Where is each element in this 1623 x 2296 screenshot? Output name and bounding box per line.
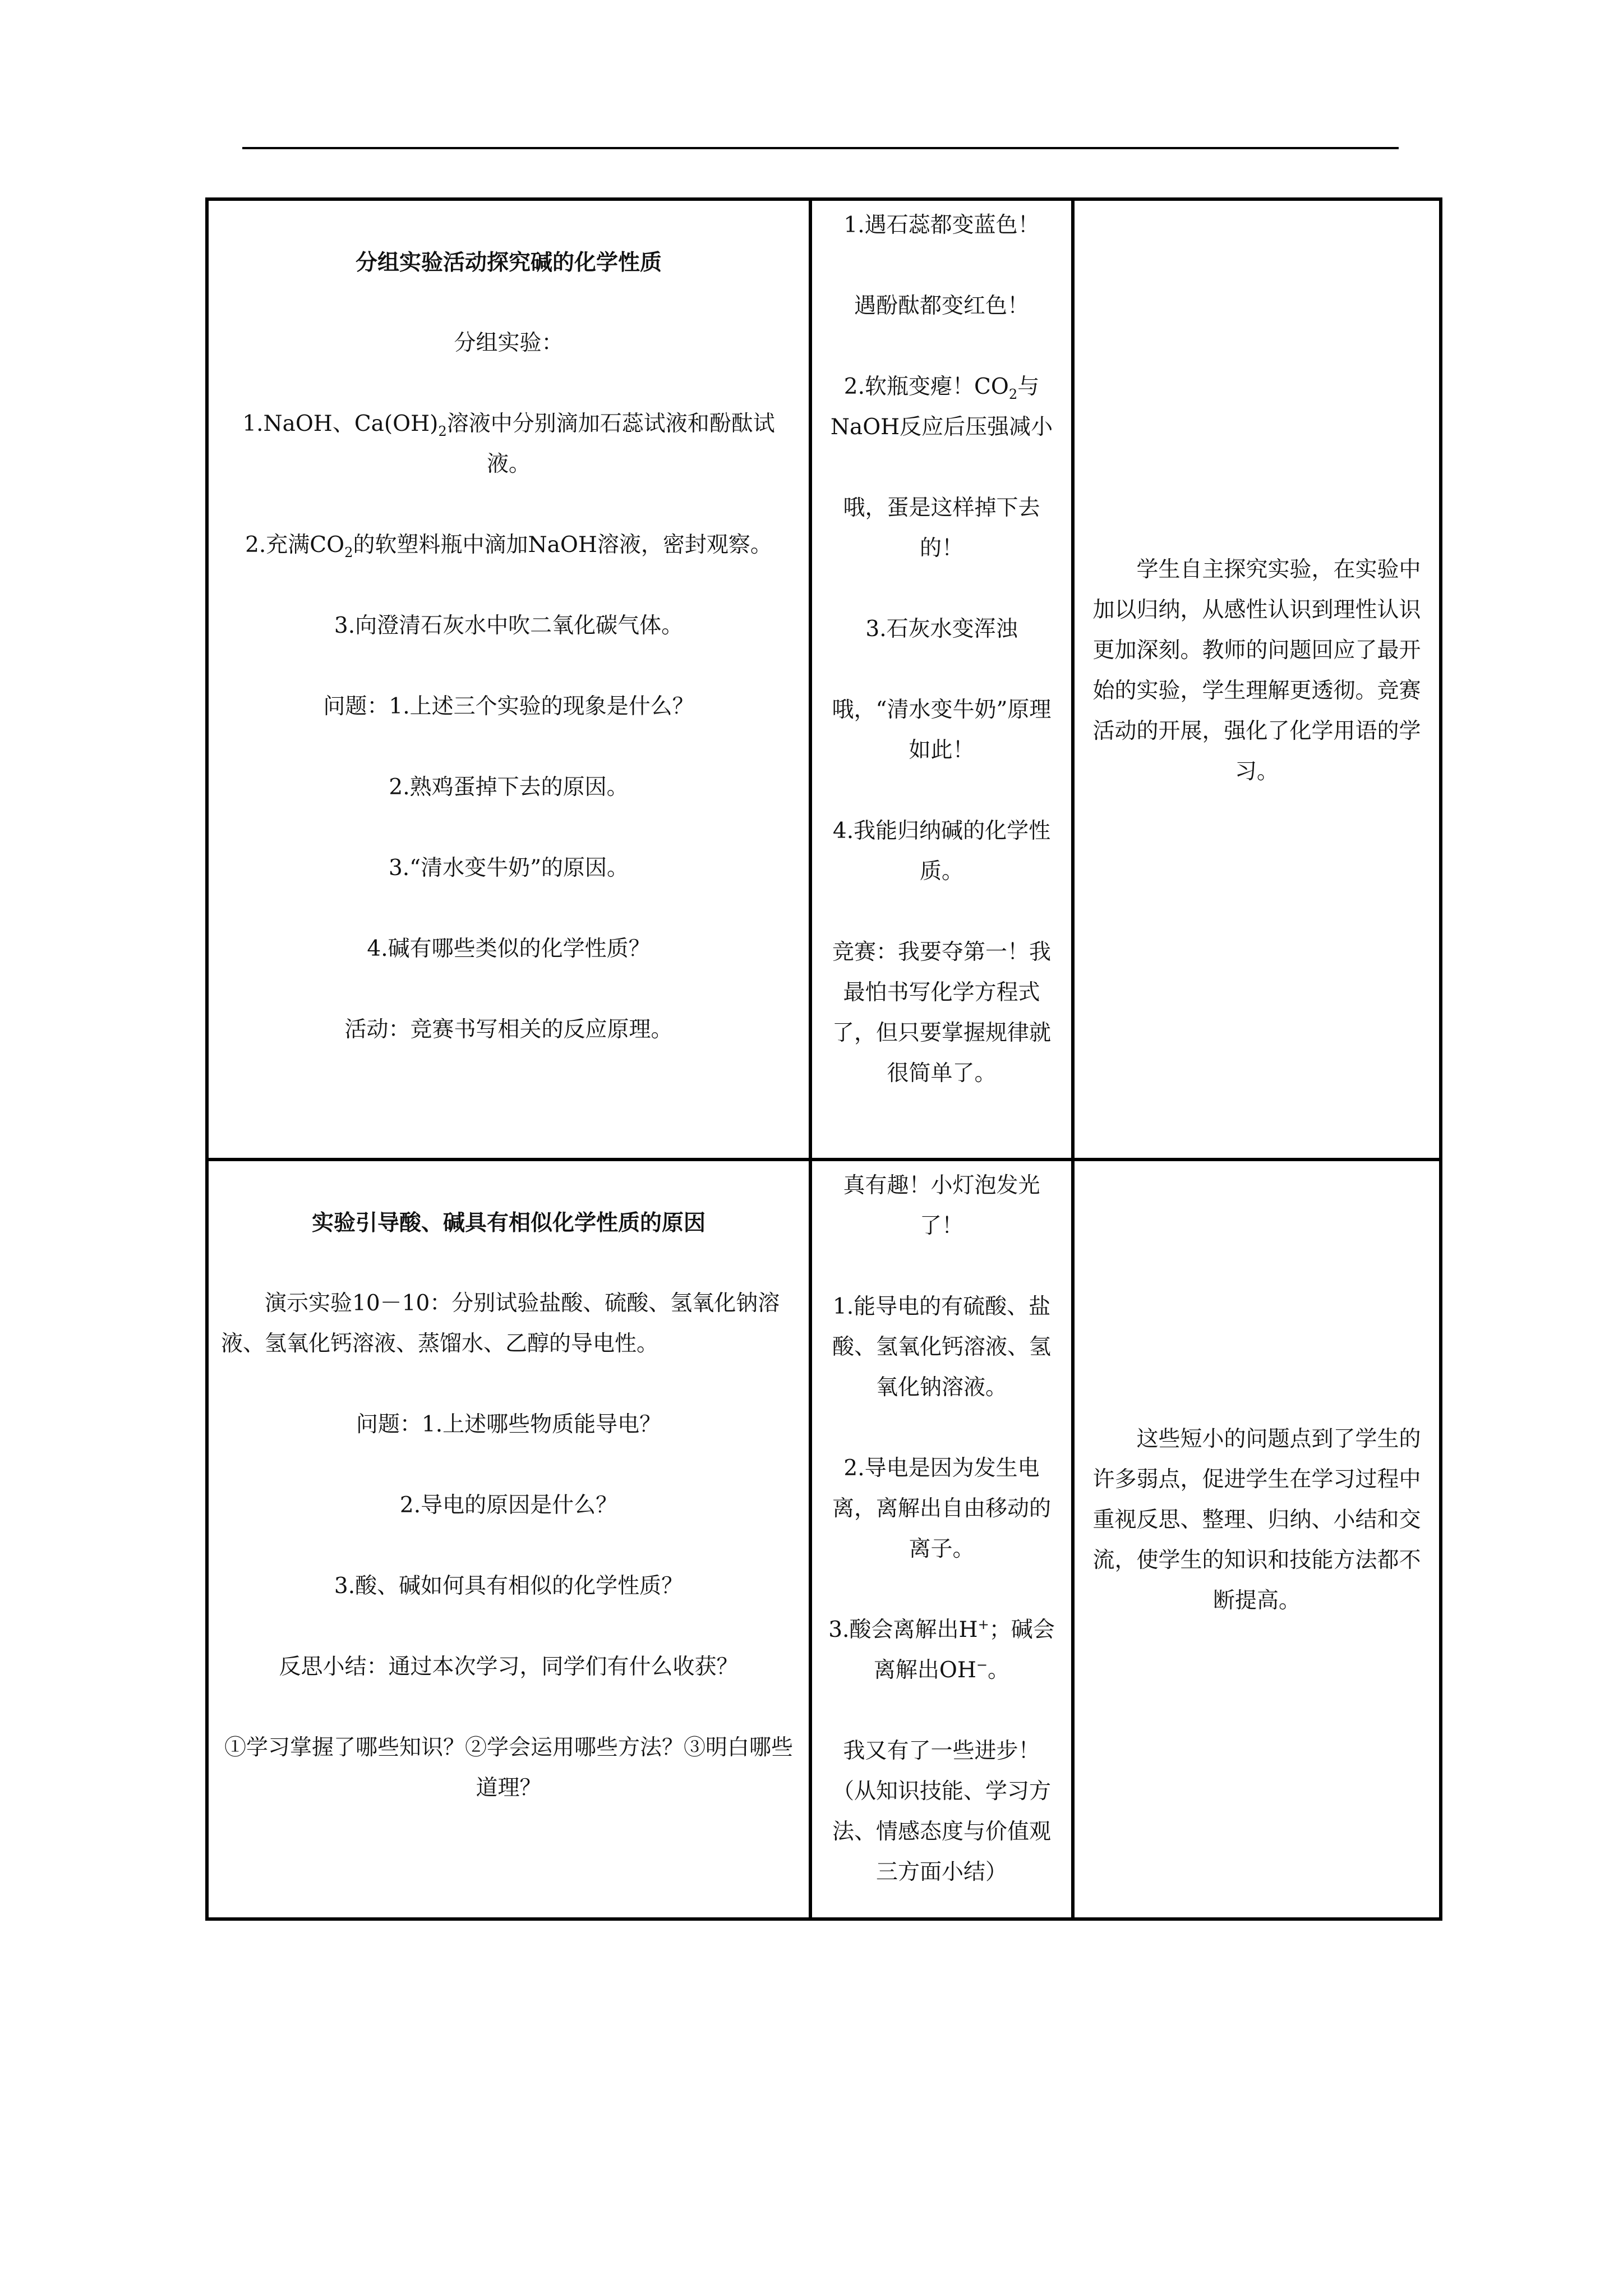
subheading: 分组实验： [454, 330, 564, 356]
question-1: 问题：1.上述哪些物质能导电？ [356, 1412, 662, 1437]
student-activity-cell [810, 199, 1073, 1159]
design-intent-cell [1073, 1159, 1441, 1919]
experiment-3: 3.向澄清石灰水中吹二氧化碳气体。 [334, 613, 684, 638]
section-heading: 实验引导酸、碱具有相似化学性质的原因 [311, 1210, 706, 1236]
question-3: 3.酸、碱如何具有相似的化学性质？ [334, 1573, 684, 1599]
question-4: 4.碱有哪些类似的化学性质？ [367, 936, 651, 961]
teacher-activity-cell [207, 1159, 810, 1919]
design-intent-text: 这些短小的问题点到了学生的许多弱点，促进学生在学习过程中重视反思、整理、归纳、小结和交流，使学生的知识和技能方法都不断提高。 [1092, 1427, 1421, 1613]
section-heading: 分组实验活动探究碱的化学性质 [355, 250, 662, 275]
student-response: 4.我能归纳碱的化学性质。 [832, 818, 1051, 884]
student-response: 3.石灰水变浑浊 [865, 616, 1018, 642]
student-response: 真有趣！小灯泡发光了！ [843, 1173, 1040, 1239]
activity-text: 活动：竞赛书写相关的反应原理。 [344, 1017, 673, 1042]
teacher-activity-cell [207, 199, 810, 1159]
question-1: 问题：1.上述三个实验的现象是什么？ [323, 694, 694, 719]
student-response: 2.软瓶变瘪！$CO_2$与NaOH反应后压强减小 [830, 374, 1053, 440]
question-3: 3.“清水变牛奶”的原因。 [388, 855, 629, 881]
student-response: 1.遇石蕊都变蓝色！ [843, 213, 1040, 238]
design-intent-text: 学生自主探究实验，在实验中加以归纳，从感性认识到理性认识更加深刻。教师的问题回应了最开始的实验，学生理解更透彻。竞赛活动的开展，强化了化学用语的学习。 [1092, 557, 1421, 784]
table-row [207, 1159, 1441, 1919]
design-intent-cell [1073, 199, 1441, 1159]
student-response: 1.能导电的有硫酸、盐酸、氢氧化钙溶液、氢氧化钠溶液。 [832, 1294, 1051, 1400]
table-row [207, 199, 1441, 1159]
student-response: 哦，“清水变牛奶”原理如此！ [832, 697, 1052, 763]
header-rule [242, 147, 1399, 149]
experiment-1: 1.NaOH、$Ca(OH)_2$溶液中分别滴加石蕊试液和酚酞试液。 [242, 411, 775, 477]
reflection-items: ①学习掌握了哪些知识？②学会运用哪些方法？③明白哪些道理？ [224, 1735, 793, 1801]
question-2: 2.熟鸡蛋掉下去的原因。 [389, 775, 629, 800]
student-response: 2.导电是因为发生电离，离解出自由移动的离子。 [832, 1456, 1051, 1562]
question-2: 2.导电的原因是什么？ [399, 1493, 618, 1518]
student-activity-cell [810, 1159, 1073, 1919]
student-response: 我又有了一些进步！（从知识技能、学习方法、情感态度与价值观三方面小结） [832, 1738, 1051, 1885]
student-response: 竞赛：我要夺第一！我最怕书写化学方程式了，但只要掌握规律就很简单了。 [832, 940, 1051, 1086]
reflection-prompt: 反思小结：通过本次学习，同学们有什么收获？ [279, 1654, 739, 1680]
lesson-table [205, 197, 1442, 1921]
student-response: 3.酸会离解出H+；碱会离解出OH−。 [828, 1617, 1055, 1683]
experiment-2: 2.充满$CO_2$的软塑料瓶中滴加NaOH溶液，密封观察。 [245, 532, 772, 560]
student-response: 哦，蛋是这样掉下去的！ [843, 495, 1040, 561]
student-response: 遇酚酞都变红色！ [854, 293, 1029, 319]
demo-experiment: 演示实验10－10：分别试验盐酸、硫酸、氢氧化钠溶液、氢氧化钙溶液、蒸馏水、乙醇的导电性。 [221, 1291, 780, 1356]
